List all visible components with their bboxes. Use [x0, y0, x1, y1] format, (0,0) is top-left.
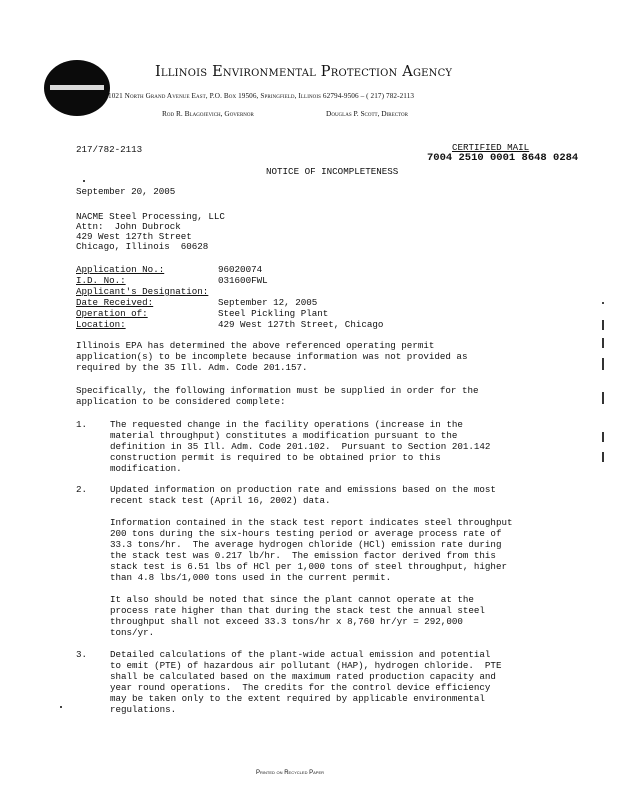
item-number: 2. — [76, 484, 88, 495]
item-line: modification. — [110, 463, 182, 474]
item-number: 3. — [76, 649, 88, 660]
field-label: Applicant's Designation: — [76, 286, 209, 297]
certified-mail-label: CERTIFIED MAIL — [452, 142, 530, 153]
item-line: Detailed calculations of the plant-wide actual emission and potential — [110, 649, 491, 660]
field-value: 96020074 — [218, 264, 263, 275]
item-line: to emit (PTE) of hazardous air pollutant (HAP), hydrogen chloride. PTE — [110, 660, 502, 671]
field-value: Steel Pickling Plant — [218, 308, 329, 319]
specific-line: application to be considered complete: — [76, 396, 286, 407]
item-subline: 33.3 tons/hr. The average hydrogen chloride (HCl) emission rate during — [110, 539, 502, 550]
intro-line: required by the 35 Ill. Adm. Code 201.157. — [76, 362, 308, 373]
agency-address: 1021 North Grand Avenue East, P.O. Box 19506, Springfield, Illinois 62794-9506 – ( 217) 782-2113 — [108, 92, 415, 100]
item-subline: Information contained in the stack test report indicates steel throughput — [110, 517, 513, 528]
field-label: Operation of: — [76, 308, 148, 319]
item-subline: It also should be noted that since the plant cannot operate at the — [110, 594, 474, 605]
recycled-paper-footer: Printed on Recycled Paper — [256, 770, 325, 776]
scan-mark — [602, 432, 604, 442]
item-line: regulations. — [110, 704, 177, 715]
item-line: material throughput) constitutes a modification pursuant to the — [110, 430, 458, 441]
item-number: 1. — [76, 419, 88, 430]
notice-title: NOTICE OF INCOMPLETENESS — [266, 166, 399, 177]
agency-name: Illinois Environmental Protection Agency — [155, 64, 453, 80]
scan-speck — [602, 302, 604, 304]
scan-mark — [602, 338, 604, 348]
item-line: The requested change in the facility operations (increase in the — [110, 419, 463, 430]
intro-line: Illinois EPA has determined the above referenced operating permit — [76, 340, 435, 351]
phone-number: 217/782-2113 — [76, 144, 143, 155]
item-line: may be taken only to the extent required by applicable environmental — [110, 693, 485, 704]
item-subline: tons/yr. — [110, 627, 155, 638]
item-line: recent stack test (April 16, 2002) data. — [110, 495, 331, 506]
field-value: 031600FWL — [218, 275, 268, 286]
scan-mark — [602, 320, 604, 330]
item-subline: process rate higher than that during the stack test the annual steel — [110, 605, 485, 616]
field-value: September 12, 2005 — [218, 297, 318, 308]
field-value: 429 West 127th Street, Chicago — [218, 319, 384, 330]
item-subline: stack test is 6.51 lbs of HCl per 1,000 tons of steel throughput, higher — [110, 561, 507, 572]
item-line: definition in 35 Ill. Adm. Code 201.102. Pursuant to Section 201.142 — [110, 441, 491, 452]
field-label: Date Received: — [76, 297, 154, 308]
recipient-attn: Attn: John Dubrock — [76, 221, 181, 232]
item-line: Updated information on production rate and emissions based on the most — [110, 484, 496, 495]
item-subline: the stack test was 0.217 lb/hr. The emission factor derived from this — [110, 550, 496, 561]
scan-mark — [602, 358, 604, 370]
field-label: Location: — [76, 319, 126, 330]
item-subline: than 4.8 lbs/1,000 tons used in the current permit. — [110, 572, 392, 583]
item-line: shall be calculated based on the maximum rated production capacity and — [110, 671, 496, 682]
item-subline: 200 tons during the six-hours testing period or average process rate of — [110, 528, 502, 539]
item-line: construction permit is required to be obtained prior to this — [110, 452, 441, 463]
item-line: year round operations. The credits for the control device efficiency — [110, 682, 491, 693]
field-label: I.D. No.: — [76, 275, 126, 286]
field-label: Application No.: — [76, 264, 165, 275]
recipient-street: 429 West 127th Street — [76, 231, 192, 242]
scan-speck — [83, 180, 85, 182]
scan-mark — [602, 392, 604, 404]
agency-seal-logo — [44, 60, 110, 116]
scan-speck — [60, 706, 62, 708]
recipient-city: Chicago, Illinois 60628 — [76, 241, 209, 252]
specific-line: Specifically, the following information must be supplied in order for the — [76, 385, 479, 396]
letter-date: September 20, 2005 — [76, 186, 176, 197]
recipient-company: NACME Steel Processing, LLC — [76, 211, 225, 222]
director-name: Douglas P. Scott, Director — [326, 109, 408, 118]
certified-mail-number: 7004 2510 0001 8648 0284 — [427, 152, 579, 164]
governor-name: Rod R. Blagojevich, Governor — [162, 109, 254, 118]
item-subline: throughput shall not exceed 33.3 tons/hr x 8,760 hr/yr = 292,000 — [110, 616, 463, 627]
intro-line: application(s) to be incomplete because information was not provided as — [76, 351, 468, 362]
scan-mark — [602, 452, 604, 462]
